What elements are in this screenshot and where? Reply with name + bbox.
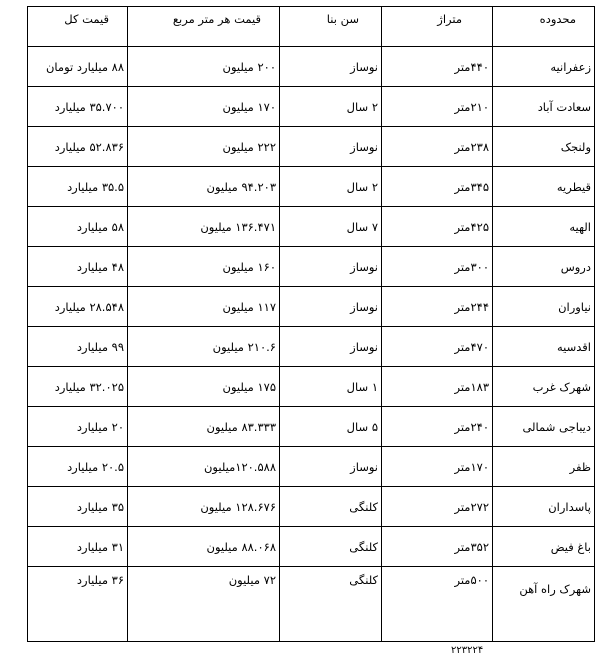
cell-area: نیاوران [493,287,595,327]
cell-total: ۳۲.۰۲۵ میلیارد [28,367,128,407]
cell-area: شهرک غرب [493,367,595,407]
cell-total: ۴۸ میلیارد [28,247,128,287]
table-row [28,247,595,287]
cell-size: ۱۷۰متر [382,447,493,487]
cell-area: زعفرانیه [493,47,595,87]
table-row [28,527,595,567]
table-row [28,567,595,642]
cell-total: ۲۰.۵ میلیارد [28,447,128,487]
table-row [28,487,595,527]
cell-price-per-meter: ۲۲۲ میلیون [128,127,280,167]
cell-age: کلنگی [280,527,382,567]
cell-price-per-meter: ۲۱۰.۶ میلیون [128,327,280,367]
cell-total: ۳۵ میلیارد [28,487,128,527]
cell-area: الهیه [493,207,595,247]
cell-age: ۲ سال [280,167,382,207]
cell-total: ۳۶ میلیارد [28,567,128,642]
cell-price-per-meter: ۱۷۰ میلیون [128,87,280,127]
cell-total: ۳۱ میلیارد [28,527,128,567]
cell-size: ۲۱۰متر [382,87,493,127]
cell-price-per-meter: ۱۲۸.۶۷۶ میلیون [128,487,280,527]
cell-total: ۸۸ میلیارد تومان [28,47,128,87]
cell-total: ۵۸ میلیارد [28,207,128,247]
cell-total: ۵۲.۸۳۶ میلیارد [28,127,128,167]
cell-area: سعادت آباد [493,87,595,127]
cell-size: ۴۷۰متر [382,327,493,367]
cell-size: ۲۷۲متر [382,487,493,527]
cell-area: قیطریه [493,167,595,207]
cell-price-per-meter: ۱۷۵ میلیون [128,367,280,407]
cell-size: ۲۳۸متر [382,127,493,167]
cell-price-per-meter: ۲۰۰ میلیون [128,47,280,87]
cell-area: اقدسیه [493,327,595,367]
header-age: سن بنا [280,7,382,47]
cell-total: ۳۵.۵ میلیارد [28,167,128,207]
cell-age: نوساز [280,447,382,487]
cell-price-per-meter: ۸۳.۳۳۳ میلیون [128,407,280,447]
table-row [28,287,595,327]
cell-age: کلنگی [280,487,382,527]
cell-size: ۳۵۲متر [382,527,493,567]
header-price-per-meter: قیمت هر متر مربع [128,7,280,47]
cell-area: دروس [493,247,595,287]
cell-area: ولنجک [493,127,595,167]
cell-area: باغ فیض [493,527,595,567]
header-total: قیمت کل [28,7,128,47]
cell-price-per-meter: ۸۸.۰۶۸ میلیون [128,527,280,567]
cell-age: نوساز [280,287,382,327]
table-row [28,367,595,407]
cell-size: ۴۴۰متر [382,47,493,87]
cell-size: ۲۴۴متر [382,287,493,327]
cell-age: نوساز [280,247,382,287]
cell-age: ۷ سال [280,207,382,247]
header-size: متراژ [382,7,493,47]
cell-price-per-meter: ۱۲۰.۵۸۸میلیون [128,447,280,487]
cell-area: ظفر [493,447,595,487]
header-area: محدوده [493,7,595,47]
cell-age: ۱ سال [280,367,382,407]
cell-age: ۵ سال [280,407,382,447]
cell-price-per-meter: ۷۲ میلیون [128,567,280,642]
table-row [28,407,595,447]
cell-size: ۲۴۰متر [382,407,493,447]
cell-price-per-meter: ۱۱۷ میلیون [128,287,280,327]
cell-price-per-meter: ۹۴.۲۰۳ میلیون [128,167,280,207]
cell-price-per-meter: ۱۶۰ میلیون [128,247,280,287]
table-header-row [28,7,595,47]
cell-size: ۵۰۰متر [382,567,493,642]
table-row [28,167,595,207]
cell-age: کلنگی [280,567,382,642]
table-row [28,47,595,87]
table-row [28,207,595,247]
cell-age: نوساز [280,127,382,167]
cell-price-per-meter: ۱۳۶.۴۷۱ میلیون [128,207,280,247]
cell-area: شهرک راه آهن [493,567,595,642]
cell-age: نوساز [280,327,382,367]
table-row [28,447,595,487]
cell-size: ۳۴۵متر [382,167,493,207]
cell-total: ۳۵.۷۰۰ میلیارد [28,87,128,127]
footer-code: ۲۲۳۲۲۴ [451,645,484,656]
cell-size: ۱۸۳متر [382,367,493,407]
table-row [28,327,595,367]
cell-size: ۴۲۵متر [382,207,493,247]
table-row [28,87,595,127]
cell-age: ۲ سال [280,87,382,127]
price-table [27,6,595,642]
table-row [28,127,595,167]
cell-size: ۳۰۰متر [382,247,493,287]
cell-area: دیباجی شمالی [493,407,595,447]
cell-total: ۲۸.۵۴۸ میلیارد [28,287,128,327]
cell-total: ۹۹ میلیارد [28,327,128,367]
cell-total: ۲۰ میلیارد [28,407,128,447]
cell-area: پاسداران [493,487,595,527]
cell-age: نوساز [280,47,382,87]
